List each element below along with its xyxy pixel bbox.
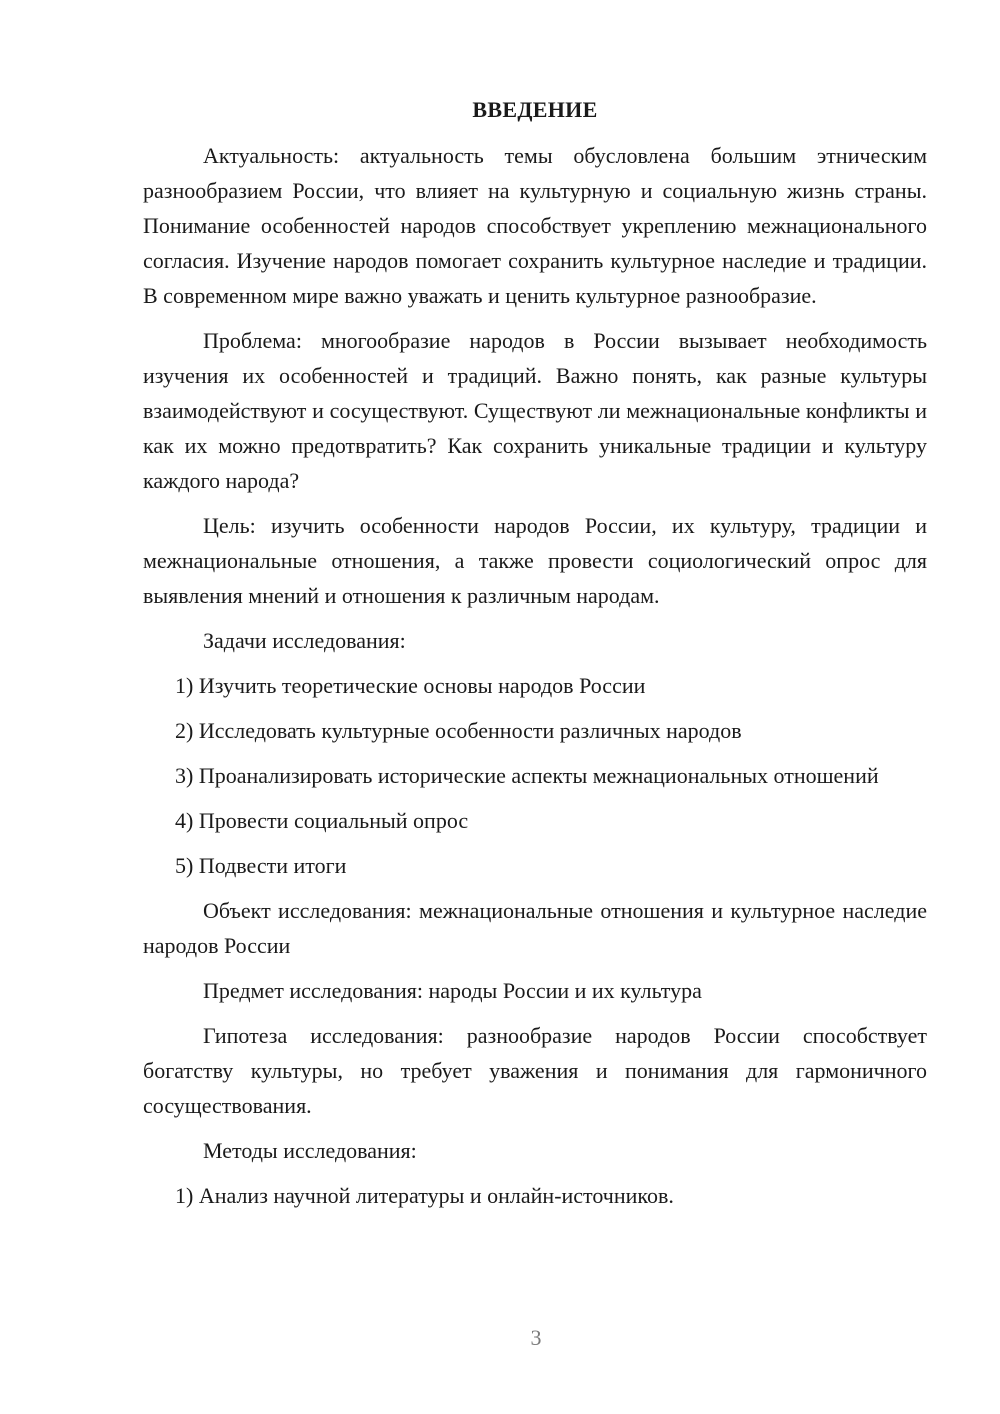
task-item-4: 4) Провести социальный опрос	[175, 808, 469, 833]
method-item-1: 1) Анализ научной литературы и онлайн-источников.	[175, 1183, 674, 1208]
task-item-3: 3) Проанализировать исторические аспекты межнациональных отношений	[175, 763, 879, 788]
paragraph-subject: Предмет исследования: народы России и их культура	[203, 978, 702, 1003]
paragraph-object: Объект исследования: межнациональные отношения и культурное наследие народов России	[143, 898, 927, 958]
tasks-heading: Задачи исследования:	[203, 628, 406, 653]
paragraph-goal: Цель: изучить особенности народов России, их культуру, традиции и межнациональные отношения, а также провести социологический опрос для выявления мнений и отношения к различным народам.	[143, 513, 927, 608]
paragraph-relevance: Актуальность: актуальность темы обусловлена большим этническим разнообразием России, что влияет на культурную и социальную жизнь страны. Понимание особенностей народов способствует укреплению межнационального согласия. Изучение народов помогает сохранить культурное наследие и традиции. В современном мире важно уважать и ценить культурное разнообразие.	[143, 143, 927, 308]
methods-heading: Методы исследования:	[203, 1138, 417, 1163]
task-item-2: 2) Исследовать культурные особенности различных народов	[175, 718, 742, 743]
paragraph-hypothesis: Гипотеза исследования: разнообразие народов России способствует богатству культуры, но требует уважения и понимания для гармоничного сосуществования.	[143, 1023, 927, 1118]
document-title: ВВЕДЕНИЕ	[472, 97, 598, 122]
document-page	[143, 94, 927, 1223]
task-item-1: 1) Изучить теоретические основы народов России	[175, 673, 646, 698]
page-number: 3	[530, 1325, 542, 1350]
paragraph-problem: Проблема: многообразие народов в России вызывает необходимость изучения их особенностей и традиций. Важно понять, как разные культуры взаимодействуют и сосуществуют. Существуют ли межнациональные конфликты и как их можно предотвратить? Как сохранить уникальные традиции и культуру каждого народа?	[143, 328, 927, 493]
task-item-5: 5) Подвести итоги	[175, 853, 347, 878]
